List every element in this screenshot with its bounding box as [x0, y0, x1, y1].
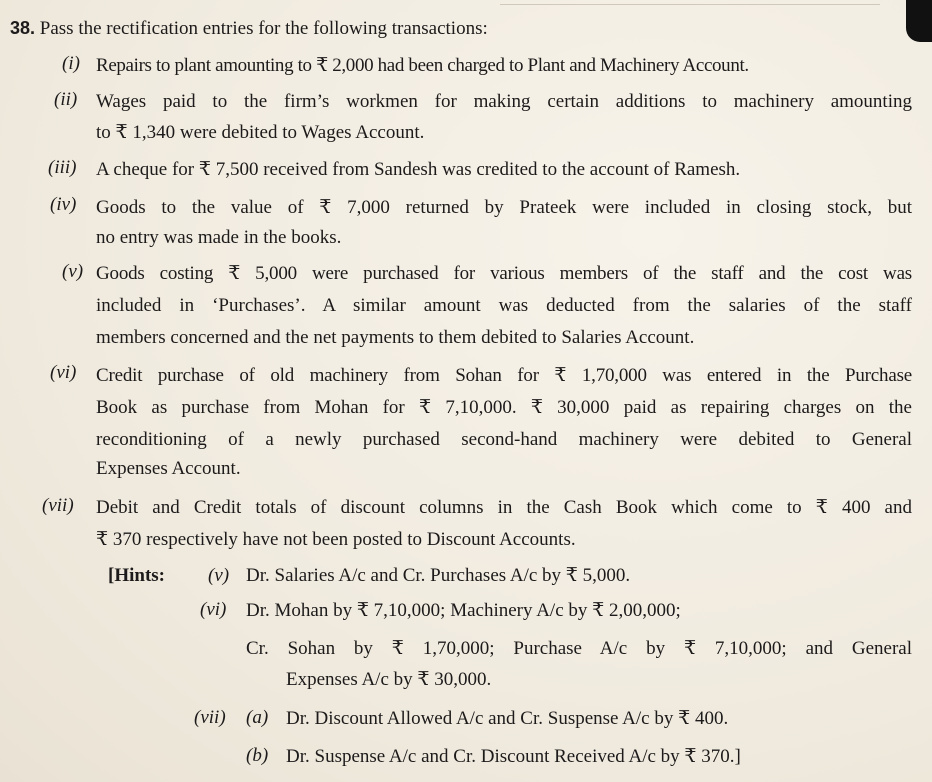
- item-v-line-3: members concerned and the net payments to them debited to Salaries Account.: [96, 327, 695, 348]
- item-iv-roman: (iv): [50, 194, 77, 215]
- hint-vi-line-3: Expenses A/c by ₹ 30,000.: [286, 669, 492, 690]
- item-v-line-1: Goods costing ₹ 5,000 were purchased for various members of the staff and the cost was: [96, 263, 912, 284]
- item-i-line-1: Repairs to plant amounting to ₹ 2,000 had been charged to Plant and Machinery Account.: [96, 55, 749, 76]
- item-iii-roman: (iii): [48, 157, 77, 178]
- question-heading: [10, 16, 488, 41]
- hint-vii-roman: (vii): [194, 707, 226, 728]
- item-vi-line-2: Book as purchase from Mohan for ₹ 7,10,000. ₹ 30,000 paid as repairing charges on the: [96, 397, 912, 418]
- item-ii-line-1: Wages paid to the firm’s workmen for making certain additions to machinery amounting: [96, 91, 912, 112]
- item-vi-line-3: reconditioning of a newly purchased second-hand machinery were debited to General: [96, 429, 912, 450]
- hint-vi-line-1: Dr. Mohan by ₹ 7,10,000; Machinery A/c by ₹ 2,00,000;: [246, 600, 681, 621]
- hint-vii-a-label: (a): [246, 707, 269, 728]
- item-v-line-2: included in ‘Purchases’. A similar amount was deducted from the salaries of the staff: [96, 295, 912, 316]
- page-top-edge: [500, 0, 880, 5]
- hints-label: [Hints:: [108, 565, 165, 586]
- item-ii-roman: (ii): [54, 89, 78, 110]
- item-v-roman: (v): [62, 261, 84, 282]
- hint-vii-a-text: Dr. Discount Allowed A/c and Cr. Suspense A/c by ₹ 400.: [286, 708, 729, 729]
- dark-corner: [906, 0, 932, 42]
- hint-vii-b-text: Dr. Suspense A/c and Cr. Discount Received A/c by ₹ 370.]: [286, 746, 741, 767]
- question-title: Pass the rectification entries for the following transactions:: [39, 18, 488, 39]
- item-iii-line-1: A cheque for ₹ 7,500 received from Sandesh was credited to the account of Ramesh.: [96, 159, 741, 180]
- item-vi-roman: (vi): [50, 362, 77, 383]
- item-i-roman: (i): [62, 53, 80, 74]
- hint-v-roman: (v): [208, 565, 230, 586]
- item-vi-line-1: Credit purchase of old machinery from Sohan for ₹ 1,70,000 was entered in the Purchase: [96, 365, 912, 386]
- question-number: 38.: [10, 18, 36, 38]
- hint-vi-line-2: Cr. Sohan by ₹ 1,70,000; Purchase A/c by ₹ 7,10,000; and General: [246, 638, 912, 659]
- hint-vii-b-label: (b): [246, 745, 269, 766]
- item-vi-line-4: Expenses Account.: [96, 458, 241, 479]
- item-vii-line-1: Debit and Credit totals of discount columns in the Cash Book which come to ₹ 400 and: [96, 497, 912, 518]
- item-iv-line-1: Goods to the value of ₹ 7,000 returned by Prateek were included in closing stock, but: [96, 197, 912, 218]
- item-vii-line-2: ₹ 370 respectively have not been posted to Discount Accounts.: [96, 529, 576, 550]
- item-ii-line-2: to ₹ 1,340 were debited to Wages Account.: [96, 122, 425, 143]
- hint-vi-roman: (vi): [200, 599, 227, 620]
- item-vii-roman: (vii): [42, 495, 74, 516]
- hint-v-text: Dr. Salaries A/c and Cr. Purchases A/c by ₹ 5,000.: [246, 565, 631, 586]
- item-iv-line-2: no entry was made in the books.: [96, 227, 342, 248]
